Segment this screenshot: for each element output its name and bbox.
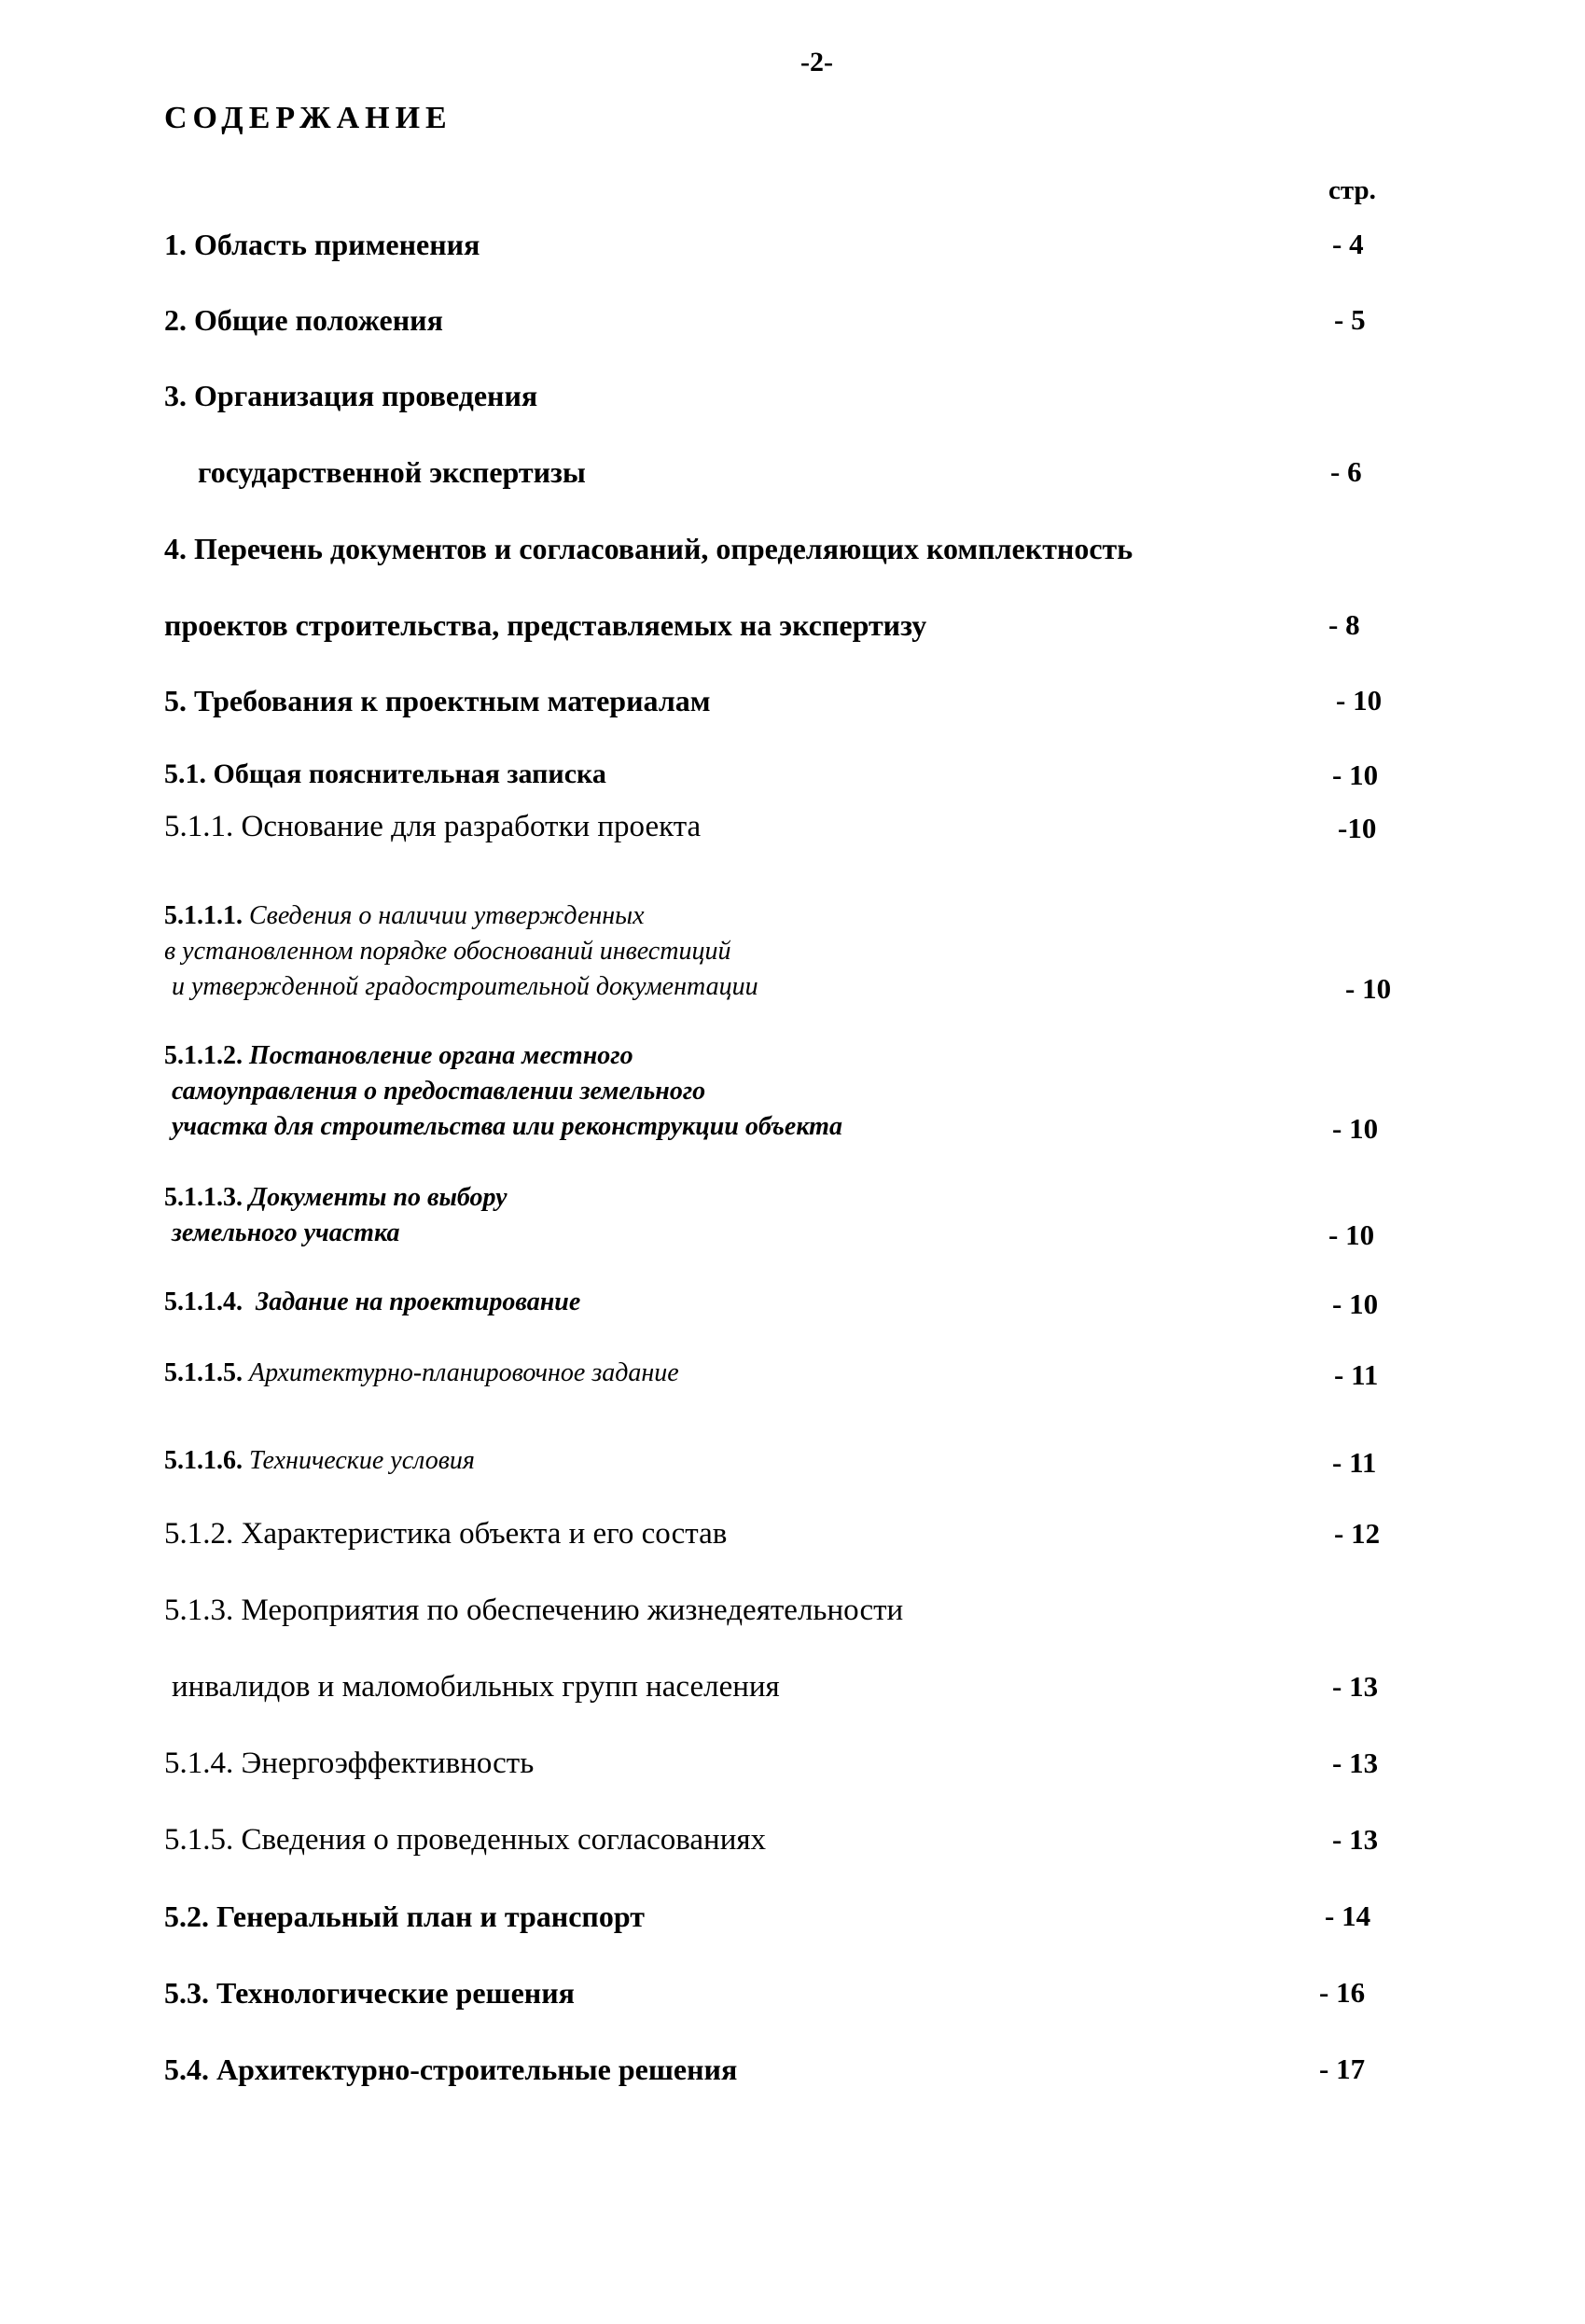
toc-page-5-1-1-2: - 10 [1332, 1112, 1379, 1145]
toc-entry-5-2: 5.2. Генеральный план и транспорт [164, 1900, 645, 1933]
toc-page-5-1-3: - 13 [1332, 1670, 1379, 1703]
toc-page-5-1: - 10 [1332, 758, 1379, 791]
toc-text: Постановление органа местного [249, 1041, 633, 1070]
toc-entry-5-1-2: 5.1.2. Характеристика объекта и его состав [164, 1517, 728, 1551]
toc-entry-5-1-4: 5.1.4. Энергоэффективность [164, 1746, 535, 1780]
toc-number: 5.1.1.2. [164, 1041, 243, 1070]
toc-page-5: - 10 [1336, 684, 1383, 717]
toc-text: Задание на проектирование [256, 1287, 581, 1316]
toc-entry-5-1-1: 5.1.1. Основание для разработки проекта [164, 810, 702, 843]
toc-text: Документы по выбору [249, 1183, 507, 1212]
toc-entry-4-cont: проектов строительства, представляемых на экспертизу [164, 608, 927, 642]
toc-page-5-1-5: - 13 [1332, 1823, 1379, 1856]
toc-page-5-1-1: -10 [1338, 812, 1377, 844]
toc-entry-5-1: 5.1. Общая пояснительная записка [164, 758, 606, 789]
toc-entry-5-1-1-1-cont1: в установленном порядке обоснований инвестиций [164, 937, 731, 966]
toc-number: 5.1.1.5. [164, 1358, 243, 1387]
toc-entry-5-3: 5.3. Технологические решения [164, 1976, 575, 2010]
toc-entry-5-1-1-6 [164, 1446, 475, 1476]
toc-entry-3-cont: государственной экспертизы [198, 455, 586, 489]
toc-page-5-1-1-1: - 10 [1345, 972, 1392, 1005]
toc-entry-5-1-1-2-cont2: участка для строительства или реконструкции объекта [172, 1112, 842, 1141]
toc-entry-5-1-3: 5.1.3. Мероприятия по обеспечению жизнедеятельности [164, 1593, 904, 1627]
toc-number: 5.1.1.4. [164, 1287, 243, 1316]
toc-entry-5-1-1-2 [164, 1041, 633, 1071]
toc-number: 5.1.1.6. [164, 1446, 243, 1475]
toc-page-5-1-1-3: - 10 [1328, 1218, 1375, 1251]
toc-page-5-1-2: - 12 [1334, 1517, 1381, 1550]
toc-page-2: - 5 [1334, 303, 1366, 336]
toc-number: 5.1.1.3. [164, 1183, 243, 1212]
toc-page-3: - 6 [1330, 455, 1362, 488]
toc-page-5-1-1-6: - 11 [1332, 1446, 1377, 1479]
toc-page-1: - 4 [1332, 228, 1364, 260]
toc-page-5-2: - 14 [1325, 1900, 1371, 1932]
toc-entry-5-4: 5.4. Архитектурно-строительные решения [164, 2053, 738, 2086]
toc-entry-5-1-1-1-cont2: и утвержденной градостроительной документации [172, 972, 758, 1001]
toc-page-4: - 8 [1328, 608, 1360, 641]
toc-entry-2: 2. Общие положения [164, 303, 443, 337]
toc-page-5-1-4: - 13 [1332, 1746, 1379, 1779]
page-title: СОДЕРЖАНИЕ [164, 101, 452, 135]
toc-entry-5-1-1-2-cont1: самоуправления о предоставлении земельного [172, 1077, 706, 1106]
toc-entry-5-1-3-cont: инвалидов и маломобильных групп населения [172, 1670, 780, 1704]
toc-page-5-3: - 16 [1319, 1976, 1366, 2009]
toc-page-5-4: - 17 [1319, 2053, 1366, 2085]
toc-text: Сведения о наличии утвержденных [249, 901, 645, 930]
toc-entry-5: 5. Требования к проектным материалам [164, 684, 711, 717]
toc-entry-5-1-1-4 [164, 1287, 580, 1317]
toc-entry-5-1-1-5 [164, 1358, 679, 1388]
page-number: -2- [800, 47, 833, 77]
toc-entry-1: 1. Область применения [164, 228, 480, 261]
toc-entry-4: 4. Перечень документов и согласований, определяющих комплектность [164, 532, 1133, 565]
toc-number: 5.1.1.1. [164, 901, 243, 930]
toc-text: Технические условия [249, 1446, 475, 1475]
toc-entry-5-1-5: 5.1.5. Сведения о проведенных согласованиях [164, 1823, 767, 1857]
toc-entry-5-1-1-3-cont: земельного участка [172, 1218, 400, 1247]
toc-page-5-1-1-5: - 11 [1334, 1358, 1379, 1391]
toc-entry-5-1-1-3 [164, 1183, 507, 1213]
toc-entry-5-1-1-1 [164, 901, 645, 931]
page-column-label: стр. [1328, 175, 1376, 205]
toc-page-5-1-1-4: - 10 [1332, 1287, 1379, 1320]
toc-entry-3: 3. Организация проведения [164, 379, 538, 412]
toc-text: Архитектурно-планировочное задание [249, 1358, 679, 1387]
